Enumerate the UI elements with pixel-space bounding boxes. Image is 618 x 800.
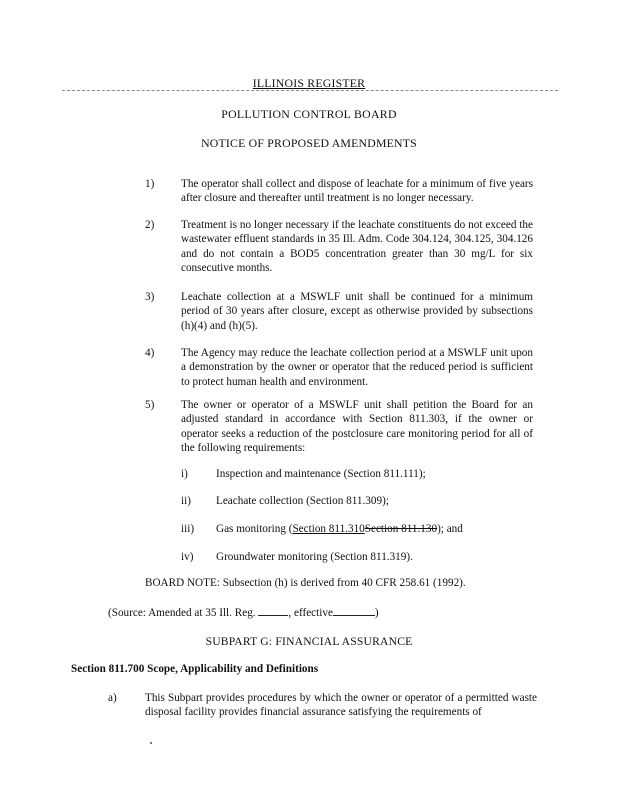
- paragraph-text: The operator shall collect and dispose of leachate for a minimum of five years after closure and thereafter until treatment is no longer necessary.: [181, 178, 533, 205]
- subitem-text: [216, 522, 536, 536]
- subpart-heading: SUBPART G: FINANCIAL ASSURANCE: [205, 635, 413, 648]
- paragraph-text: The Agency may reduce the leachate collection period at a MSWLF unit upon a demonstration by the owner or operator that the reduced period is sufficient to protect human health and environment.: [181, 347, 533, 388]
- deleted-text: Section 811.130: [364, 523, 438, 535]
- paragraph-number: 1): [145, 178, 155, 190]
- paragraph-number: 4): [145, 347, 155, 359]
- source-middle: , effective: [288, 607, 333, 619]
- paragraph-number: 2): [145, 219, 155, 231]
- section-a-number: a): [108, 692, 117, 704]
- register-title-text: ILLINOIS REGISTER: [249, 76, 370, 90]
- subitem-text: Inspection and maintenance (Section 811.111);: [216, 468, 426, 480]
- paragraph-text: Treatment is no longer necessary if the leachate constituents do not exceed the wastewater effluent standards in 35 Ill. Adm. Code 304.124, 304.125, 304.126 and do not contain a BOD5 concentration greater than 30 mg/L for six consecutive months.: [181, 219, 533, 274]
- reg-blank: [258, 605, 288, 616]
- subitem-number: iv): [181, 551, 194, 563]
- section-a-text: This Subpart provides procedures by which the owner or operator of a permitted waste disposal facility provides financial assurance satisfying the requirements of: [145, 692, 537, 719]
- subitem-number: iii): [181, 523, 195, 535]
- subitem-number: ii): [181, 495, 191, 507]
- register-title: [0, 76, 618, 91]
- paragraph-number: 5): [145, 399, 155, 411]
- section-heading: Section 811.700 Scope, Applicability and Definitions: [71, 663, 319, 675]
- subitem-text: Leachate collection (Section 811.309);: [216, 495, 389, 507]
- subitem-text: Groundwater monitoring (Section 811.319).: [216, 551, 413, 563]
- scan-speck: [150, 742, 152, 744]
- board-note: BOARD NOTE: Subsection (h) is derived from 40 CFR 258.61 (1992).: [145, 577, 466, 589]
- subitem-text-post: ); and: [437, 523, 463, 535]
- subitem-text-pre: Gas monitoring (: [216, 523, 293, 535]
- source-prefix: (Source: Amended at 35 Ill. Reg.: [108, 607, 256, 619]
- paragraph-number: 3): [145, 291, 155, 303]
- board-title: POLLUTION CONTROL BOARD: [221, 107, 397, 121]
- inserted-text: Section 811.310: [292, 523, 365, 535]
- source-line: [108, 605, 379, 620]
- effective-blank: [333, 605, 375, 616]
- notice-title: NOTICE OF PROPOSED AMENDMENTS: [201, 136, 417, 150]
- paragraph-text: The owner or operator of a MSWLF unit shall petition the Board for an adjusted standard in accordance with Section 811.303, if the owner or operator seeks a reduction of the postclosure care monitoring period for all of the following requirements:: [181, 399, 533, 454]
- paragraph-text: Leachate collection at a MSWLF unit shall be continued for a minimum period of 30 years after closure, except as otherwise provided by subsections (h)(4) and (h)(5).: [181, 291, 533, 332]
- subitem-number: i): [181, 468, 188, 480]
- source-suffix: ): [374, 607, 379, 619]
